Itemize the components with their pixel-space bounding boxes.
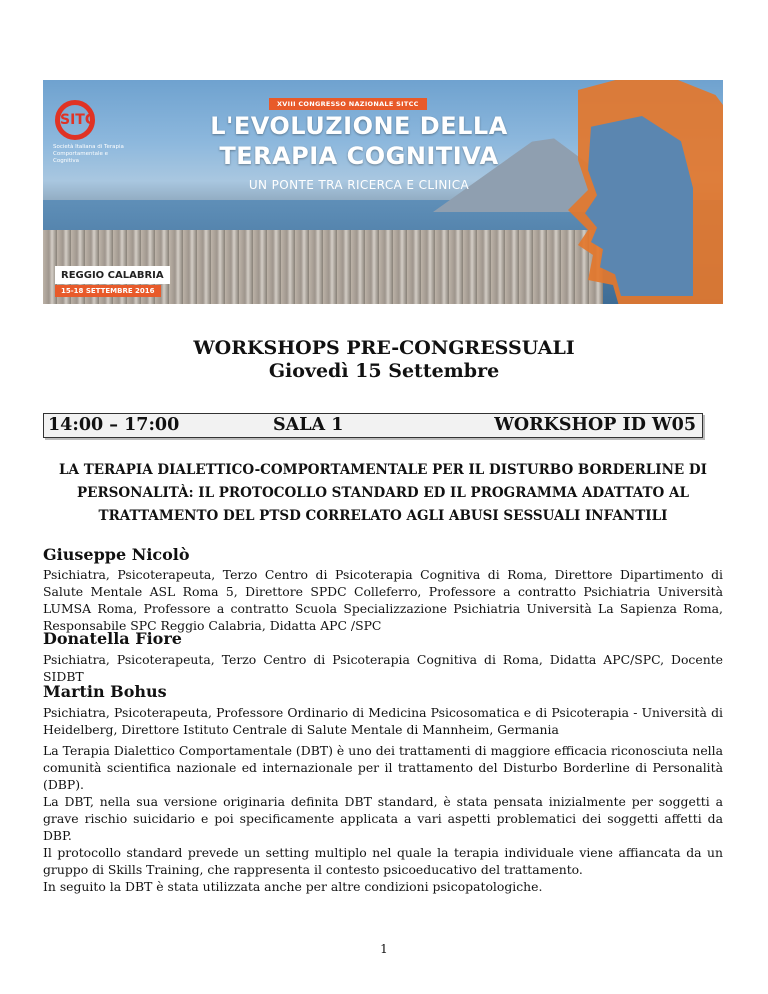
speaker-name: Donatella Fiore (43, 629, 182, 648)
abstract-paragraph: La Terapia Dialettico Comportamentale (DBT) è uno dei trattamenti di maggiore efficacia riconosciuta nella comunità scientifica nazionale ed internazionale per il trattamento del Disturbo Borderline di Personalità (DBP). (43, 743, 723, 792)
banner-kicker: XVIII CONGRESSO NAZIONALE SITCC (269, 98, 427, 110)
speaker-name: Martin Bohus (43, 682, 167, 701)
abstract-paragraph: Il protocollo standard prevede un setting multiplo nel quale la terapia individuale viene affiancata da un gruppo di Skills Training, che rappresenta il contesto psicoeducativo del trattamento. (43, 845, 723, 877)
logo-caption: Società Italiana di Terapia Comportamentale e Cognitiva (53, 144, 124, 164)
workshop-id: WORKSHOP ID W05 (494, 415, 696, 435)
workshop-abstract (43, 742, 723, 895)
workshop-title-line3: TRATTAMENTO DEL PTSD CORRELATO AGLI ABUSI SESSUALI INFANTILI (98, 508, 668, 524)
page-number: 1 (380, 942, 388, 956)
speaker-bio: Psichiatra, Psicoterapeuta, Terzo Centro di Psicoterapia Cognitiva di Roma, Didatta APC/SPC, Docente SIDBT (43, 652, 723, 684)
session-room: SALA 1 (273, 415, 344, 435)
session-time: 14:00 – 17:00 (48, 415, 180, 435)
page-date: Giovedì 15 Settembre (268, 360, 500, 382)
workshop-title-line1: LA TERAPIA DIALETTICO-COMPORTAMENTALE PER IL DISTURBO BORDERLINE DI (59, 462, 707, 478)
workshop-title-line2: PERSONALITÀ: IL PROTOCOLLO STANDARD ED IL PROGRAMMA ADATTATO AL (77, 485, 689, 501)
sitcc-logo: SITC (55, 100, 95, 140)
banner-title-line1: L'EVOLUZIONE DELLA (210, 112, 508, 140)
abstract-paragraph: La DBT, nella sua versione originaria definita DBT standard, è stata pensata inizialmente per soggetti a grave rischio suicidario e poi specificamente applicata a vari aspetti problematici dei soggetti affetti da DBP. (43, 794, 723, 843)
banner-title-line2: TERAPIA COGNITIVA (219, 142, 499, 170)
banner-dates-badge: 15-18 SETTEMBRE 2016 (55, 285, 161, 297)
abstract-paragraph: In seguito la DBT è stata utilizzata anche per altre condizioni psicopatologiche. (43, 879, 543, 894)
speaker-bio: Psichiatra, Psicoterapeuta, Terzo Centro di Psicoterapia Cognitiva di Roma, Direttore Dipartimento di Salute Mentale ASL Roma 5, Direttore SPDC Colleferro, Professore a contratto Psichiatria Università LUMSA Roma, Professore a contratto Scuola Specializzazione Psichiatria Università La Sapienza Roma, Responsabile SPC Reggio Calabria, Didatta APC /SPC (43, 567, 723, 633)
banner-subtitle: UN PONTE TRA RICERCA E CLINICA (248, 178, 470, 192)
congress-banner (43, 80, 723, 304)
workshop-title (43, 459, 723, 528)
page-heading: WORKSHOPS PRE-CONGRESSUALI (193, 337, 575, 359)
session-bar (43, 413, 703, 438)
speaker-name: Giuseppe Nicolò (43, 545, 190, 564)
speaker-bio: Psichiatra, Psicoterapeuta, Professore Ordinario di Medicina Psicosomatica e di Psicoterapia - Università di Heidelberg, Direttore Istituto Centrale di Salute Mentale di Mannheim, Germania (43, 705, 723, 737)
banner-city-badge: REGGIO CALABRIA (55, 266, 170, 284)
